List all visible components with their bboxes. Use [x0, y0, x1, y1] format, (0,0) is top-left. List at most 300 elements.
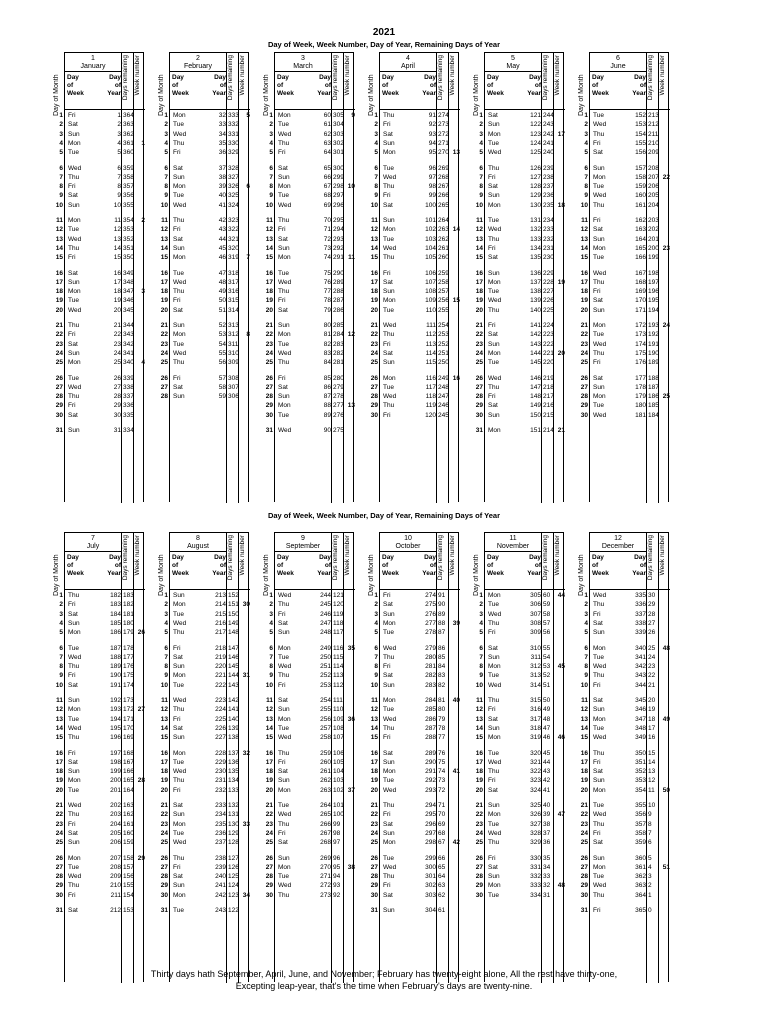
- day-row: [578, 340, 682, 349]
- weekday: Sun: [593, 777, 605, 785]
- week-number: 6: [246, 183, 250, 191]
- day-row: [578, 411, 682, 420]
- days-remaining: 152: [228, 592, 239, 599]
- weekday: Sun: [383, 139, 395, 147]
- week-number-header: [238, 53, 250, 115]
- day-row: [53, 426, 157, 435]
- day-of-month: 25: [370, 839, 378, 847]
- day-of-month: 18: [580, 768, 588, 776]
- days-remaining: 297: [333, 192, 344, 200]
- days-remaining: 268: [438, 173, 449, 181]
- day-row: [263, 296, 367, 305]
- day-of-month: 21: [370, 802, 378, 809]
- day-of-month: 28: [475, 873, 483, 881]
- day-of-month: 10: [55, 201, 63, 209]
- days-remaining: 6: [648, 839, 652, 847]
- days-remaining: 251: [438, 349, 449, 357]
- day-of-month: 20: [55, 786, 63, 794]
- day-of-month: 9: [164, 672, 168, 680]
- day-of-year: 101: [425, 217, 436, 224]
- day-of-month: 6: [479, 644, 483, 652]
- weekday: Fri: [593, 906, 601, 914]
- day-row: [263, 705, 367, 714]
- day-of-year: 14: [113, 244, 121, 252]
- days-remaining: 321: [228, 235, 239, 243]
- days-remaining: 94: [333, 873, 341, 881]
- day-row: [158, 619, 262, 628]
- weekday: Thu: [173, 217, 185, 224]
- days-remaining: 39: [543, 811, 551, 819]
- weekday: Tue: [488, 672, 499, 680]
- day-of-month: 16: [160, 749, 168, 757]
- week-number: 7: [246, 254, 250, 262]
- day-of-year: 190: [110, 672, 121, 680]
- day-row: [263, 591, 367, 600]
- days-remaining: 140: [228, 715, 239, 723]
- day-of-month: 3: [479, 130, 483, 138]
- days-remaining: 157: [123, 863, 134, 871]
- days-remaining: 137: [228, 749, 239, 757]
- header-rule: [275, 109, 355, 110]
- days-remaining: 360: [123, 149, 134, 157]
- weekday: Sat: [173, 164, 183, 172]
- weekday: Tue: [593, 331, 604, 339]
- days-remaining: 62: [438, 891, 446, 899]
- days-remaining: 288: [333, 288, 344, 296]
- day-of-month: 29: [580, 882, 588, 890]
- day-of-year: 52: [218, 322, 226, 329]
- day-of-year: 224: [215, 706, 226, 714]
- day-of-year: 254: [320, 697, 331, 704]
- weekday: Tue: [488, 820, 499, 828]
- days-remaining: 165: [123, 777, 134, 785]
- day-of-year: 337: [635, 610, 646, 618]
- week-number: 13: [347, 402, 355, 410]
- days-remaining: 164: [123, 786, 134, 794]
- day-of-month: 5: [374, 149, 378, 157]
- day-of-month: 2: [59, 121, 63, 129]
- days-remaining: 141: [228, 706, 239, 714]
- days-remaining: 146: [228, 653, 239, 661]
- day-of-year: 322: [530, 768, 541, 776]
- weekday: Sat: [488, 402, 498, 410]
- day-row: [368, 681, 472, 690]
- day-of-month: 14: [55, 244, 63, 252]
- day-of-month: 6: [269, 644, 273, 652]
- days-remaining: 105: [333, 758, 344, 766]
- days-remaining: 32: [543, 882, 551, 890]
- days-remaining: 142: [228, 697, 239, 704]
- weekday: Mon: [68, 139, 81, 147]
- week-number: 18: [557, 201, 565, 209]
- days-remaining: 320: [228, 244, 239, 252]
- month-number: 3: [301, 55, 305, 62]
- day-row: [473, 392, 577, 401]
- day-row: [263, 829, 367, 838]
- day-of-month: 30: [580, 411, 588, 419]
- weekday: Tue: [173, 610, 184, 618]
- day-row: [263, 164, 367, 173]
- day-row: [53, 130, 157, 139]
- day-of-month: 11: [476, 697, 483, 704]
- weekday: Tue: [278, 269, 289, 277]
- day-row: [368, 872, 472, 881]
- day-of-month: 11: [266, 217, 273, 224]
- day-of-year: 272: [320, 882, 331, 890]
- day-row: [578, 715, 682, 724]
- month-number: 12: [614, 535, 622, 542]
- day-of-year: 344: [635, 681, 646, 689]
- day-of-month: 4: [59, 139, 63, 147]
- day-of-month: 29: [265, 402, 273, 410]
- day-of-year: 119: [425, 402, 436, 410]
- day-of-month-label: Day of Month: [473, 74, 480, 116]
- day-of-year: 117: [425, 383, 436, 391]
- day-row: [578, 872, 682, 881]
- day-of-month: 30: [370, 891, 378, 899]
- week-number: 4: [141, 359, 145, 367]
- day-of-month: 1: [479, 112, 483, 119]
- day-of-year: 145: [530, 359, 541, 367]
- day-row: [578, 111, 682, 120]
- days-remaining: 68: [438, 829, 446, 837]
- days-remaining: 163: [123, 802, 134, 809]
- days-remaining: 289: [333, 278, 344, 286]
- day-row: [263, 287, 367, 296]
- days-remaining: 330: [228, 139, 239, 147]
- weekday: Fri: [173, 863, 181, 871]
- day-of-month: 31: [370, 906, 378, 914]
- day-of-year: 329: [530, 839, 541, 847]
- header-rule: [380, 589, 460, 590]
- day-row: [263, 628, 367, 637]
- days-remaining: 132: [228, 802, 239, 809]
- day-of-year: 60: [323, 112, 331, 119]
- day-of-month: 4: [584, 619, 588, 627]
- col-header-day-of-year: Day of Year: [422, 74, 436, 97]
- day-of-month: 21: [370, 322, 378, 329]
- day-of-year: 258: [320, 734, 331, 742]
- day-of-month: 13: [580, 715, 588, 723]
- day-row: [578, 863, 682, 872]
- weekday: Tue: [383, 706, 394, 714]
- day-of-month: 30: [475, 411, 483, 419]
- day-of-year: 27: [113, 383, 121, 391]
- day-row: [263, 383, 367, 392]
- days-remaining: 322: [228, 226, 239, 234]
- day-row: [368, 653, 472, 662]
- days-remaining: 336: [123, 402, 134, 410]
- days-remaining: 134: [228, 777, 239, 785]
- day-of-year: 10: [113, 201, 121, 209]
- day-of-month: 10: [475, 681, 483, 689]
- weekday: Fri: [68, 402, 76, 410]
- days-remaining: 332: [228, 121, 239, 129]
- day-of-month: 8: [269, 663, 273, 671]
- days-remaining: 78: [438, 724, 446, 732]
- weekday: Mon: [488, 663, 501, 671]
- day-of-year: 188: [110, 653, 121, 661]
- day-of-month: 19: [580, 297, 588, 305]
- day-of-month: 5: [479, 149, 483, 157]
- day-of-month: 5: [584, 149, 588, 157]
- day-of-year: 357: [635, 820, 646, 828]
- week-number: 42: [452, 839, 460, 847]
- day-of-month: 17: [580, 278, 588, 286]
- weekday: Mon: [593, 715, 606, 723]
- day-of-year: 25: [113, 359, 121, 367]
- weekday: Wed: [68, 164, 82, 172]
- day-of-year: 325: [530, 802, 541, 809]
- weekday: Mon: [278, 786, 291, 794]
- weekday: Mon: [593, 322, 606, 329]
- day-row: [578, 244, 682, 253]
- days-remaining: 74: [438, 768, 446, 776]
- days-remaining: 130: [228, 820, 239, 828]
- day-of-year: 179: [635, 393, 646, 401]
- day-of-year: 171: [635, 306, 646, 314]
- days-remaining: 186: [648, 393, 659, 401]
- day-of-month: 28: [475, 393, 483, 401]
- weekday: Fri: [488, 244, 496, 252]
- day-of-year: 164: [635, 235, 646, 243]
- header-rule: [170, 109, 250, 110]
- day-of-month: 23: [475, 340, 483, 348]
- day-of-year: 263: [320, 786, 331, 794]
- day-of-year: 255: [320, 706, 331, 714]
- weekday: Wed: [68, 383, 82, 391]
- week-number-header: [343, 53, 355, 115]
- day-of-year: 65: [323, 164, 331, 172]
- day-row: [368, 130, 472, 139]
- weekday: Thu: [68, 734, 80, 742]
- day-of-month: 7: [164, 653, 168, 661]
- days-remaining: 219: [543, 374, 554, 382]
- day-row: [368, 715, 472, 724]
- weekday: Sat: [278, 768, 288, 776]
- days-remaining: 267: [438, 183, 449, 191]
- day-of-month: 28: [370, 873, 378, 881]
- day-of-month: 11: [581, 217, 588, 224]
- weekday: Sat: [383, 201, 393, 209]
- day-of-month: 3: [59, 610, 63, 618]
- days-remaining: 299: [333, 173, 344, 181]
- day-of-month: 1: [164, 592, 168, 599]
- day-of-year: 36: [218, 149, 226, 157]
- day-of-month: 21: [55, 802, 63, 809]
- day-of-month: 28: [160, 873, 168, 881]
- day-of-month: 16: [55, 269, 63, 277]
- weekday: Sat: [593, 619, 603, 627]
- day-of-year: 289: [425, 749, 436, 757]
- day-row: [473, 235, 577, 244]
- weekday: Fri: [278, 681, 286, 689]
- weekday: Mon: [593, 786, 606, 794]
- weekday: Fri: [68, 891, 76, 899]
- day-row: [158, 906, 262, 915]
- week-number: 20: [557, 349, 565, 357]
- day-of-month: 1: [374, 592, 378, 599]
- day-of-year: 273: [320, 891, 331, 899]
- days-remaining: 246: [438, 402, 449, 410]
- weekday: Sat: [488, 112, 498, 119]
- day-of-month: 26: [580, 374, 588, 382]
- day-of-month: 21: [160, 802, 168, 809]
- days-remaining: 212: [648, 121, 659, 129]
- day-row: [53, 191, 157, 200]
- week-number: 37: [347, 786, 355, 794]
- weekday: Mon: [278, 863, 291, 871]
- days-remaining: 225: [543, 306, 554, 314]
- weekday: Mon: [383, 839, 396, 847]
- day-of-month: 1: [269, 112, 273, 119]
- day-of-year: 296: [425, 820, 436, 828]
- day-row: [263, 863, 367, 872]
- days-remaining: 177: [123, 653, 134, 661]
- day-row: [473, 838, 577, 847]
- days-remaining-label: Days remaining: [332, 535, 339, 581]
- col-header-day-of-year: Day of Year: [317, 554, 331, 577]
- day-of-month: 30: [475, 891, 483, 899]
- day-of-month: 4: [269, 619, 273, 627]
- day-of-year: 87: [323, 393, 331, 401]
- day-row: [263, 244, 367, 253]
- weekday: Thu: [488, 768, 500, 776]
- day-of-month: 6: [374, 644, 378, 652]
- day-of-year: 133: [530, 235, 541, 243]
- day-row: [473, 164, 577, 173]
- day-of-month: 22: [370, 331, 378, 339]
- day-row: [578, 671, 682, 680]
- weekday: Thu: [488, 619, 500, 627]
- day-row: [368, 216, 472, 225]
- day-row: [578, 801, 682, 810]
- weekday: Fri: [173, 715, 181, 723]
- weekday: Sat: [173, 724, 183, 732]
- weekday: Sun: [173, 322, 185, 329]
- month-february: [157, 52, 257, 502]
- weekday: Sun: [68, 349, 80, 357]
- day-of-month: 27: [265, 863, 273, 871]
- day-row: [578, 881, 682, 890]
- day-row: [578, 733, 682, 742]
- day-of-year: 143: [530, 340, 541, 348]
- day-of-month: 18: [265, 768, 273, 776]
- month-march: [262, 52, 362, 502]
- days-remaining: 209: [648, 149, 659, 157]
- week-number-header: [343, 533, 355, 595]
- day-of-year: 225: [215, 715, 226, 723]
- days-remaining: 215: [543, 411, 554, 419]
- days-remaining: 274: [438, 112, 449, 119]
- day-row: [578, 392, 682, 401]
- day-of-year: 104: [425, 244, 436, 252]
- day-of-year: 184: [110, 610, 121, 618]
- weekday: Mon: [488, 882, 501, 890]
- day-of-month: 2: [269, 121, 273, 129]
- days-remaining: 37: [543, 829, 551, 837]
- day-of-year: 34: [218, 130, 226, 138]
- days-remaining: 300: [333, 164, 344, 172]
- weekday: Sat: [593, 149, 603, 157]
- days-remaining: 244: [543, 112, 554, 119]
- days-remaining: 15: [648, 749, 656, 757]
- day-of-year: 252: [320, 672, 331, 680]
- day-of-month: 27: [475, 383, 483, 391]
- day-row: [158, 881, 262, 890]
- weekday: Sun: [278, 706, 290, 714]
- day-row: [578, 767, 682, 776]
- day-row: [263, 644, 367, 653]
- week-number: 50: [662, 786, 670, 794]
- weekday: Sun: [383, 906, 395, 914]
- day-row: [263, 820, 367, 829]
- day-of-year: 84: [323, 359, 331, 367]
- days-remaining: 148: [228, 629, 239, 637]
- day-of-month: 7: [584, 173, 588, 181]
- days-remaining-label: Days remaining: [647, 535, 654, 581]
- day-row: [368, 278, 472, 287]
- days-remaining: 162: [123, 811, 134, 819]
- week-number: 33: [242, 820, 250, 828]
- days-remaining: 169: [123, 734, 134, 742]
- weekday: Wed: [278, 426, 292, 434]
- day-of-year: 175: [635, 349, 646, 357]
- day-of-year: 180: [635, 402, 646, 410]
- day-row: [53, 401, 157, 410]
- day-row: [53, 216, 157, 225]
- day-row: [158, 244, 262, 253]
- days-remaining: 230: [543, 254, 554, 262]
- days-remaining-label: Days remaining: [122, 535, 129, 581]
- days-remaining: 254: [438, 322, 449, 329]
- month-header: [65, 533, 121, 552]
- day-of-month: 21: [265, 322, 273, 329]
- day-row: [578, 182, 682, 191]
- day-row: [53, 148, 157, 157]
- day-of-month: 26: [475, 374, 483, 382]
- days-remaining: 97: [333, 839, 341, 847]
- week-number: 2: [141, 217, 145, 224]
- day-row: [53, 705, 157, 714]
- days-remaining: 347: [123, 288, 134, 296]
- weekday: Tue: [593, 873, 604, 881]
- days-remaining: 354: [123, 217, 134, 224]
- day-row: [368, 287, 472, 296]
- day-of-year: 18: [113, 288, 121, 296]
- day-row: [473, 426, 577, 435]
- day-of-month-label: Day of Month: [263, 554, 270, 596]
- days-remaining: 180: [123, 619, 134, 627]
- day-of-month: 11: [161, 217, 168, 224]
- day-of-year: 286: [425, 715, 436, 723]
- weekday: Thu: [593, 891, 605, 899]
- day-row: [578, 619, 682, 628]
- day-of-month: 26: [580, 854, 588, 862]
- day-of-year: 199: [110, 768, 121, 776]
- day-of-month: 12: [580, 226, 588, 234]
- days-remaining: 183: [123, 592, 134, 599]
- day-of-month: 18: [160, 768, 168, 776]
- weekday: Fri: [383, 663, 391, 671]
- day-row: [368, 225, 472, 234]
- days-remaining: 168: [123, 749, 134, 757]
- weekday: Wed: [173, 278, 187, 286]
- day-row: [158, 724, 262, 733]
- day-of-month: 24: [55, 349, 63, 357]
- week-number-label: Week number: [449, 55, 456, 96]
- day-row: [158, 130, 262, 139]
